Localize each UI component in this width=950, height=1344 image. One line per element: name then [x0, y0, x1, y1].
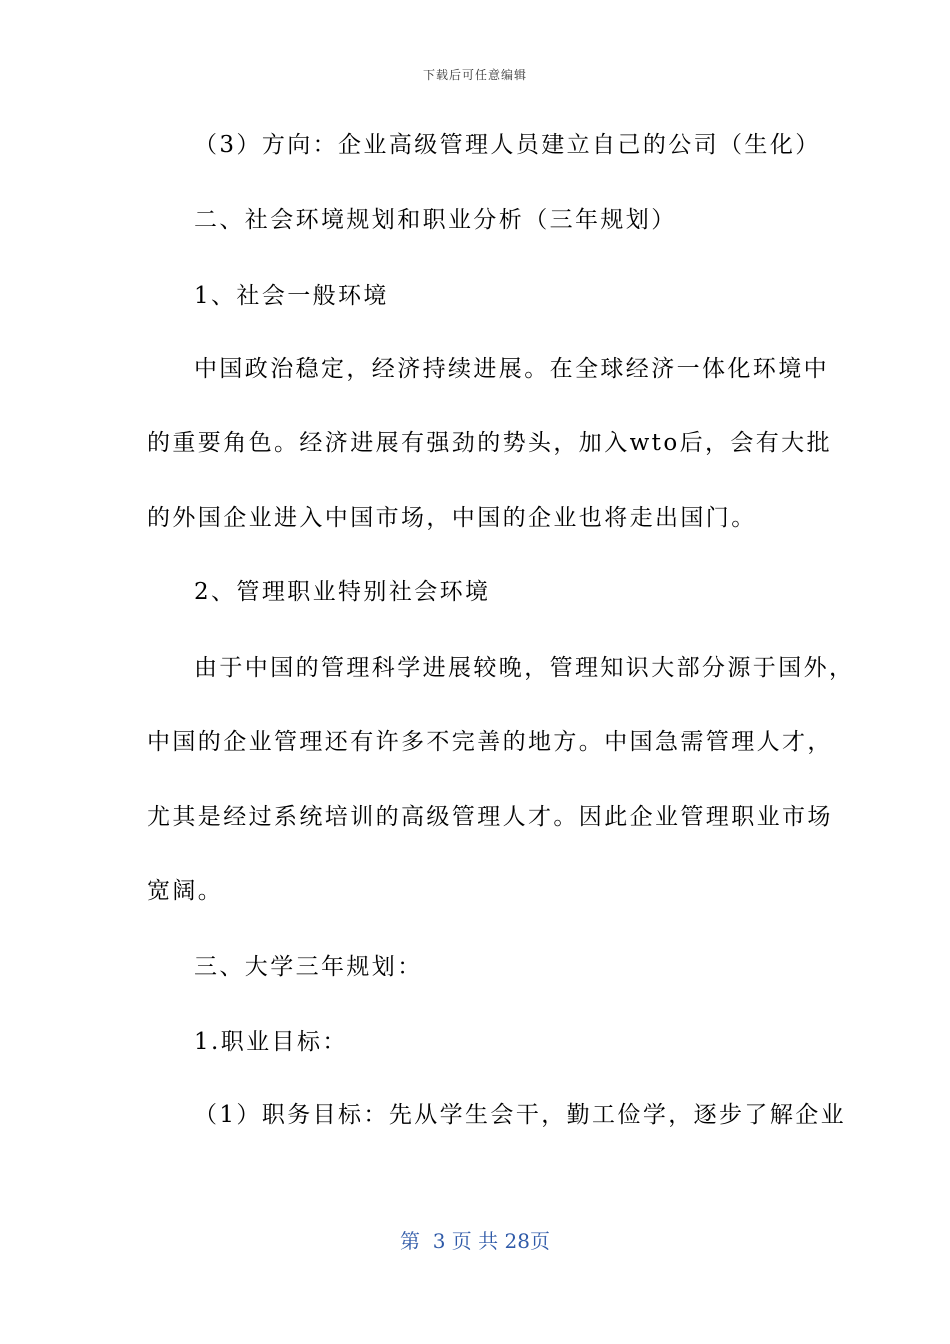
subheading-general-environment: 1、社会一般环境 [194, 283, 389, 309]
page-header-note: 下载后可任意编辑 [422, 68, 527, 82]
paragraph-line: 尤其是经过系统培训的高级管理人才。因此企业管理职业市场 [147, 804, 833, 830]
paragraph-line: 由于中国的管理科学进展较晚，管理知识大部分源于国外， [194, 655, 855, 681]
section-heading-3: 三、大学三年规划： [194, 954, 423, 980]
paragraph-line: 的外国企业进入中国市场，中国的企业也将走出国门。 [147, 505, 757, 531]
paragraph-direction: （3）方向：企业高级管理人员建立自己的公司（生化） [194, 132, 821, 158]
paragraph-line: 中国政治稳定，经济持续进展。在全球经济一体化环境中 [194, 356, 829, 382]
section-heading-2: 二、社会环境规划和职业分析（三年规划） [194, 207, 677, 233]
subheading-career-goal: 1.职业目标： [194, 1029, 348, 1055]
subheading-management-environment: 2、管理职业特别社会环境 [194, 579, 491, 605]
page-number-footer: 第 3 页 共 28页 [400, 1229, 550, 1253]
paragraph-line: 中国的企业管理还有许多不完善的地方。中国急需管理人才， [147, 729, 833, 755]
paragraph-line: （1）职务目标：先从学生会干，勤工俭学，逐步了解企业 [194, 1102, 847, 1128]
paragraph-line: 的重要角色。经济进展有强劲的势头，加入wto后，会有大批 [147, 430, 832, 456]
paragraph-line: 宽阔。 [147, 878, 224, 904]
